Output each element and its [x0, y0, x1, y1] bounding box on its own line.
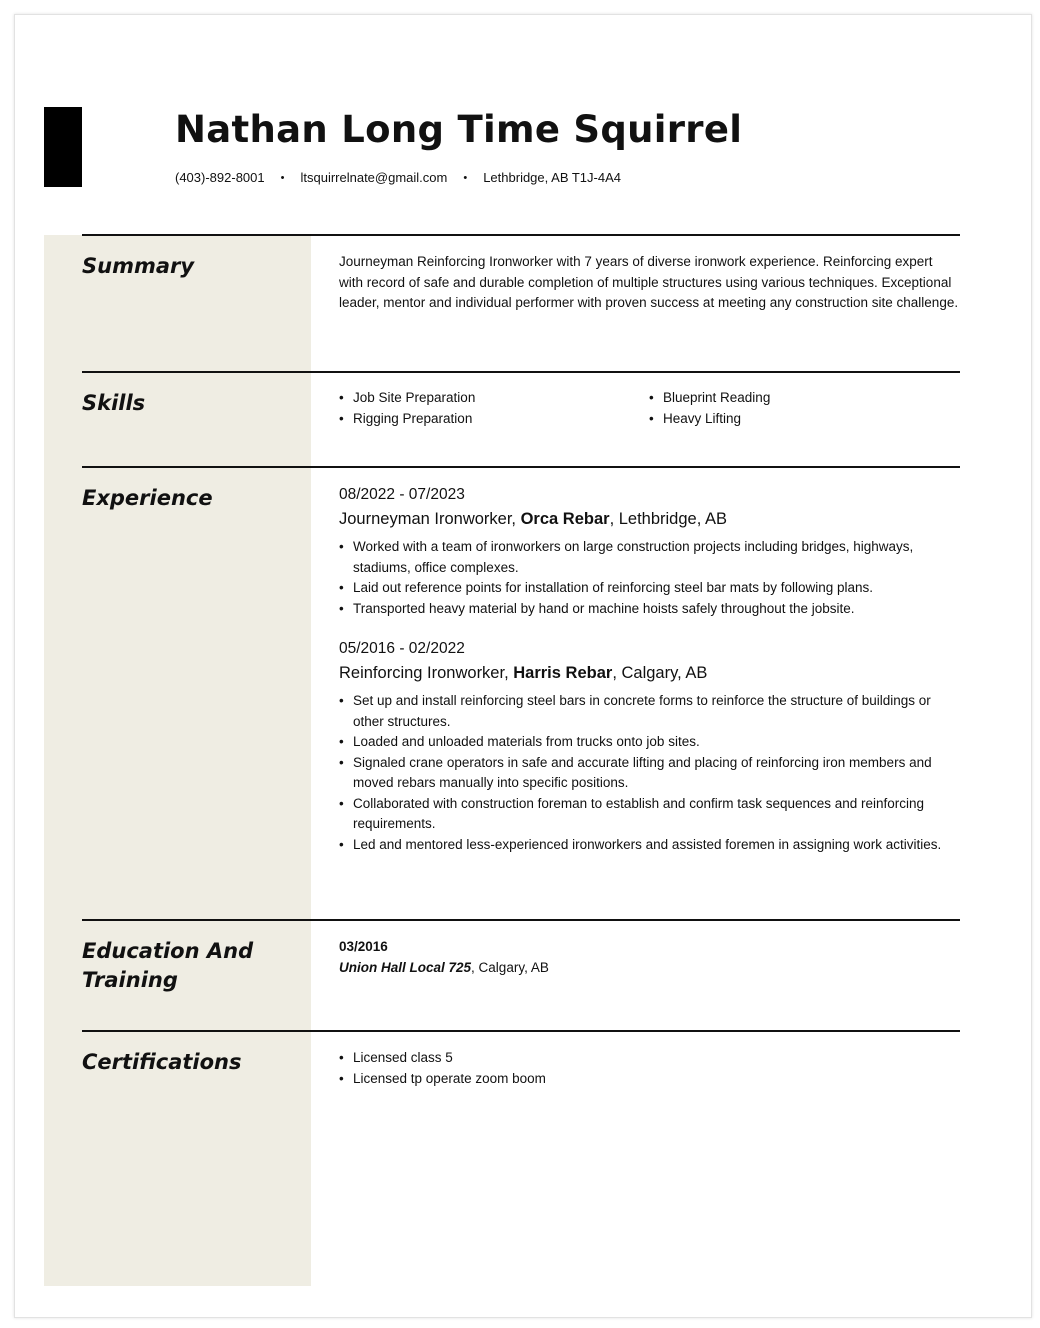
job-title	[339, 507, 959, 531]
candidate-name: Nathan Long Time Squirrel	[175, 108, 743, 151]
contact-separator: •	[280, 171, 285, 184]
header-accent-block	[44, 107, 82, 187]
education-location: , Calgary, AB	[471, 959, 549, 975]
experience-section	[82, 466, 960, 920]
skill-item: • Blueprint Reading	[649, 388, 959, 409]
experience-body	[339, 483, 959, 873]
contact-line	[175, 170, 621, 185]
contact-email: ltsquirrelnate@gmail.com	[300, 170, 448, 185]
job-bullet: • Worked with a team of ironworkers on large construction projects including bridges, highways, stadiums, office complexes.	[339, 537, 959, 578]
section-title: Summary	[82, 254, 195, 278]
job-entry	[339, 637, 959, 855]
summary-text: Journeyman Reinforcing Ironworker with 7 years of diverse ironwork experience. Reinforcing expert with record of safe and durable completion of multiple structures using various techniques. Exceptional leader, mentor and individual performer with proven success at meeting any construction site challenge.	[339, 254, 959, 310]
education-entry	[339, 958, 959, 979]
job-entry	[339, 483, 959, 619]
job-company: Harris Rebar	[513, 664, 613, 682]
job-bullet: • Transported heavy material by hand or machine hoists safely throughout the jobsite.	[339, 599, 959, 620]
job-location: , Lethbridge, AB	[609, 510, 727, 528]
job-dates: 08/2022 - 07/2023	[339, 486, 465, 503]
job-company: Orca Rebar	[520, 510, 610, 528]
skills-column-right	[649, 388, 959, 429]
skill-item: • Heavy Lifting	[649, 409, 959, 430]
job-role: Journeyman Ironworker,	[339, 510, 521, 528]
education-body	[339, 937, 959, 978]
job-title	[339, 661, 959, 685]
skills-section	[82, 371, 960, 467]
job-bullets	[339, 537, 959, 619]
education-section	[82, 919, 960, 1031]
skills-grid	[339, 388, 959, 429]
skill-item: • Job Site Preparation	[339, 388, 649, 409]
skill-item: • Rigging Preparation	[339, 409, 649, 430]
certifications-list	[339, 1048, 959, 1089]
job-bullet: • Signaled crane operators in safe and accurate lifting and placing of reinforcing iron members and moved rebars manually into specific positions.	[339, 753, 959, 794]
certification-item: • Licensed tp operate zoom boom	[339, 1069, 959, 1090]
section-title: Certifications	[82, 1050, 242, 1074]
section-title: Skills	[82, 391, 146, 415]
skills-column-left	[339, 388, 649, 429]
job-bullets	[339, 691, 959, 855]
contact-location: Lethbridge, AB T1J-4A4	[483, 170, 621, 185]
certification-item: • Licensed class 5	[339, 1048, 959, 1069]
education-institution: Union Hall Local 725	[339, 959, 472, 975]
job-bullet: • Collaborated with construction foreman to establish and confirm task sequences and reinforcing requirements.	[339, 794, 959, 835]
contact-phone: (403)-892-8001	[175, 170, 265, 185]
certifications-section	[82, 1030, 960, 1152]
job-bullet: • Laid out reference points for installation of reinforcing steel bar mats by following plans.	[339, 578, 959, 599]
section-title: Education And Training	[82, 939, 254, 992]
job-location: , Calgary, AB	[612, 664, 708, 682]
job-bullet: • Loaded and unloaded materials from trucks onto job sites.	[339, 732, 959, 753]
job-dates: 05/2016 - 02/2022	[339, 640, 465, 657]
certifications-body	[339, 1048, 959, 1089]
contact-separator: •	[463, 171, 468, 184]
summary-section	[82, 234, 960, 372]
section-title: Experience	[82, 486, 213, 510]
job-role: Reinforcing Ironworker,	[339, 664, 514, 682]
education-date: 03/2016	[339, 939, 388, 954]
job-bullet: • Led and mentored less-experienced ironworkers and assisted foremen in assigning work activities.	[339, 835, 959, 856]
job-bullet: • Set up and install reinforcing steel bars in concrete forms to reinforce the structure of buildings or other structures.	[339, 691, 959, 732]
